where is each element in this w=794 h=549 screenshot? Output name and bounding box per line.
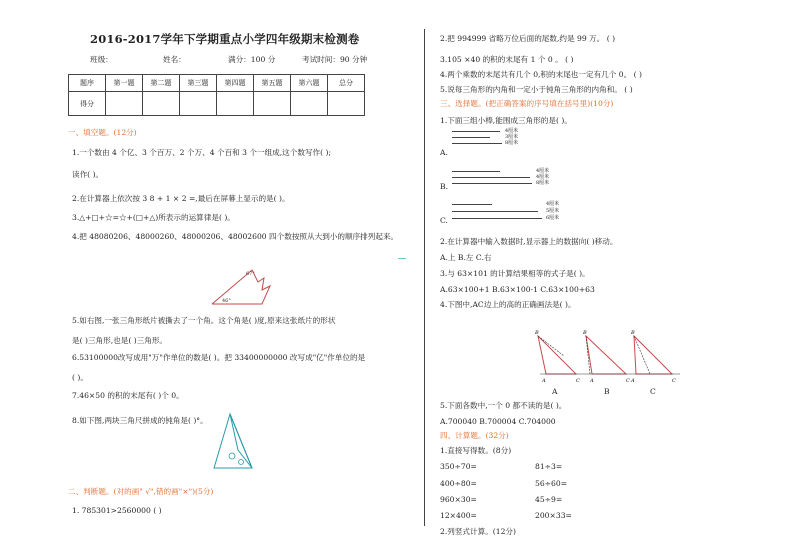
score-cell[interactable] <box>143 92 180 116</box>
score-table-header-row <box>69 75 365 92</box>
calc-vertical-title: 2.列竖式计算。(12分) <box>440 527 516 536</box>
question-2: 2.在计算器上依次按 3 8 + 1 × 2 =,最后在屏幕上显示的是( )。 <box>72 194 290 203</box>
judgement-2: 2.把 994999 省略万位后面的尾数,约是 99 万。 ( ) <box>440 34 616 43</box>
stick-length-label: 4厘米 <box>536 168 550 174</box>
full-score-label: 满分：100 分 <box>228 55 276 64</box>
judgement-5: 5.说每三角形的内角和一定小于钝角三角形的内角和。 ( ) <box>440 85 633 94</box>
name-label: 姓名： <box>163 55 186 64</box>
section-choice-title: 三、选择题。(把正确答案的序号填在括号里)(10分) <box>440 99 614 108</box>
score-header-cell: 第四题 <box>217 75 254 92</box>
score-header-cell: 第五题 <box>254 75 291 92</box>
stick <box>452 211 538 212</box>
judgement-4: 4.两个乘数的末尾共有几个 0,积的末尾也一定有几个 0。 ( ) <box>440 70 642 79</box>
score-header-cell: 第一题 <box>106 75 143 92</box>
angle-label: 67° <box>246 271 255 277</box>
choice-1-option-c: C. <box>440 216 448 225</box>
stick <box>452 137 490 138</box>
exam-title: 2016-2017学年下学期重点小学四年级期末检测卷 <box>90 32 360 46</box>
judgement-1: 1. 785301>2560000 ( ) <box>72 506 162 515</box>
score-cell[interactable] <box>217 92 254 116</box>
score-cell[interactable] <box>254 92 291 116</box>
calc-item: 200×33= <box>535 511 572 520</box>
choice-1: 1.下面三组小棒,能围成三角形的是( )。 <box>440 116 572 125</box>
score-header-cell: 总分 <box>328 75 365 92</box>
column-divider <box>424 29 425 526</box>
point-label: C <box>576 378 580 384</box>
question-5a: 5.如右图,一张三角形纸片被撕去了一个角。这个角是( )度,原来这张纸片的形状 <box>72 316 336 325</box>
decor-line <box>398 258 406 259</box>
choice-3-options: A.63×100+1 B.63×100-1 C.63×100+63 <box>440 285 595 294</box>
stick-length-label: 6厘米 <box>546 215 560 221</box>
stick <box>452 177 530 178</box>
point-label: C <box>626 378 630 384</box>
point-label: B <box>583 330 587 336</box>
stick-length-label: 8厘米 <box>505 140 519 146</box>
point-label: B <box>631 330 635 336</box>
calc-item: 81÷3= <box>535 462 563 471</box>
choice-3: 3.与 63×101 的计算结果相等的式子是( )。 <box>440 269 590 278</box>
question-1a: 1.一个数由 4 个亿、3 个百万、2 个万、4 个百和 3 个一组成,这个数写作( ); <box>72 148 332 157</box>
calc-item: 45÷9= <box>535 495 563 504</box>
score-cell[interactable] <box>106 92 143 116</box>
altitude-triangles-figure <box>530 328 684 388</box>
calc-item: 12×400= <box>440 511 477 520</box>
choice-2-options: A.上 B.左 C.右 <box>440 253 492 262</box>
choice-4-option-label: A <box>552 387 558 396</box>
stick <box>452 204 492 205</box>
point-label: B <box>535 330 539 336</box>
question-5b: 是( )三角形,也是( )三角形。 <box>72 336 168 345</box>
choice-5-options: A.700040 B.700004 C.704000 <box>440 417 556 426</box>
choice-4: 4.下图中,AC边上的高的正确画法是( )。 <box>440 300 576 309</box>
calc-direct-title: 1.直接写得数。(8分) <box>440 446 512 455</box>
section-judgement-title: 二、判断题。(对的画" √",错的画"×")(5分) <box>68 487 214 496</box>
score-header-cell: 第三题 <box>180 75 217 92</box>
point-label: A <box>631 378 635 384</box>
score-header-cell: 第六题 <box>291 75 328 92</box>
question-1b: 读作( )。 <box>72 170 104 179</box>
question-3: 3.△+□+☆=☆+(□+△)所表示的运算律是( )。 <box>72 213 235 222</box>
point-label: A <box>542 378 546 384</box>
choice-2: 2.在计算器中输入数据时,显示器上的数据向( )移动。 <box>440 237 618 246</box>
question-6a: 6.53100000改写成用"万"作单位的数是( )。把 33400000000 改写成"亿"作单位的是 <box>72 353 366 362</box>
calc-item: 400÷80= <box>440 479 477 488</box>
stick <box>452 131 500 132</box>
torn-triangle-figure <box>204 264 284 308</box>
section-fill-blank-title: 一、填空题。(12分) <box>68 128 137 137</box>
score-row-label: 得分 <box>69 92 106 116</box>
score-table-score-row <box>69 92 365 116</box>
score-table <box>68 74 365 116</box>
score-cell[interactable] <box>328 92 365 116</box>
stick <box>452 171 500 172</box>
choice-1-option-a: A. <box>440 148 448 157</box>
stick <box>452 143 502 144</box>
score-cell[interactable] <box>291 92 328 116</box>
stick-length-label: 5厘米 <box>546 208 560 214</box>
class-label: 班级： <box>90 55 113 64</box>
calc-item: 350÷70= <box>440 462 477 471</box>
choice-5: 5.下面各数中,一个 0 都不读的是( )。 <box>440 401 567 410</box>
score-header-cell: 题序 <box>69 75 106 92</box>
score-header-cell: 第二题 <box>143 75 180 92</box>
question-7: 7.46×50 的积的末尾有( )个 0。 <box>72 391 184 400</box>
question-6b: ( )。 <box>72 373 88 382</box>
stick-length-label: 4厘米 <box>546 201 560 207</box>
section-calculation-title: 四、计算题。(32分) <box>440 431 509 440</box>
stick-length-label: 4厘米 <box>536 174 550 180</box>
question-8: 8.如下图,两块三角尺拼成的钝角是( )°。 <box>72 416 208 425</box>
score-cell[interactable] <box>180 92 217 116</box>
exam-time-label: 考试时间：90 分钟 <box>302 55 368 64</box>
point-label: C <box>672 378 676 384</box>
point-label: A <box>590 378 594 384</box>
choice-1-option-b: B. <box>440 182 448 191</box>
stick-length-label: 8厘米 <box>536 180 550 186</box>
calc-item: 960×30= <box>440 495 477 504</box>
stick <box>452 218 542 219</box>
calc-item: 56÷60= <box>535 479 568 488</box>
question-4: 4.把 48080206、48000260、48000206、48002600 四个数按照从大到小的顺序排列起来。 <box>72 232 399 241</box>
stick <box>452 183 532 184</box>
set-square-figure <box>208 410 258 476</box>
choice-4-option-label: B <box>604 387 610 396</box>
stick-length-label: 3厘米 <box>505 134 519 140</box>
angle-label: 46° <box>222 298 231 304</box>
choice-4-option-label: C <box>650 387 656 396</box>
judgement-3: 3.105 ×40 的积的末尾有 1 个 0 。 ( ) <box>440 55 574 64</box>
stick-length-label: 4厘米 <box>505 128 519 134</box>
